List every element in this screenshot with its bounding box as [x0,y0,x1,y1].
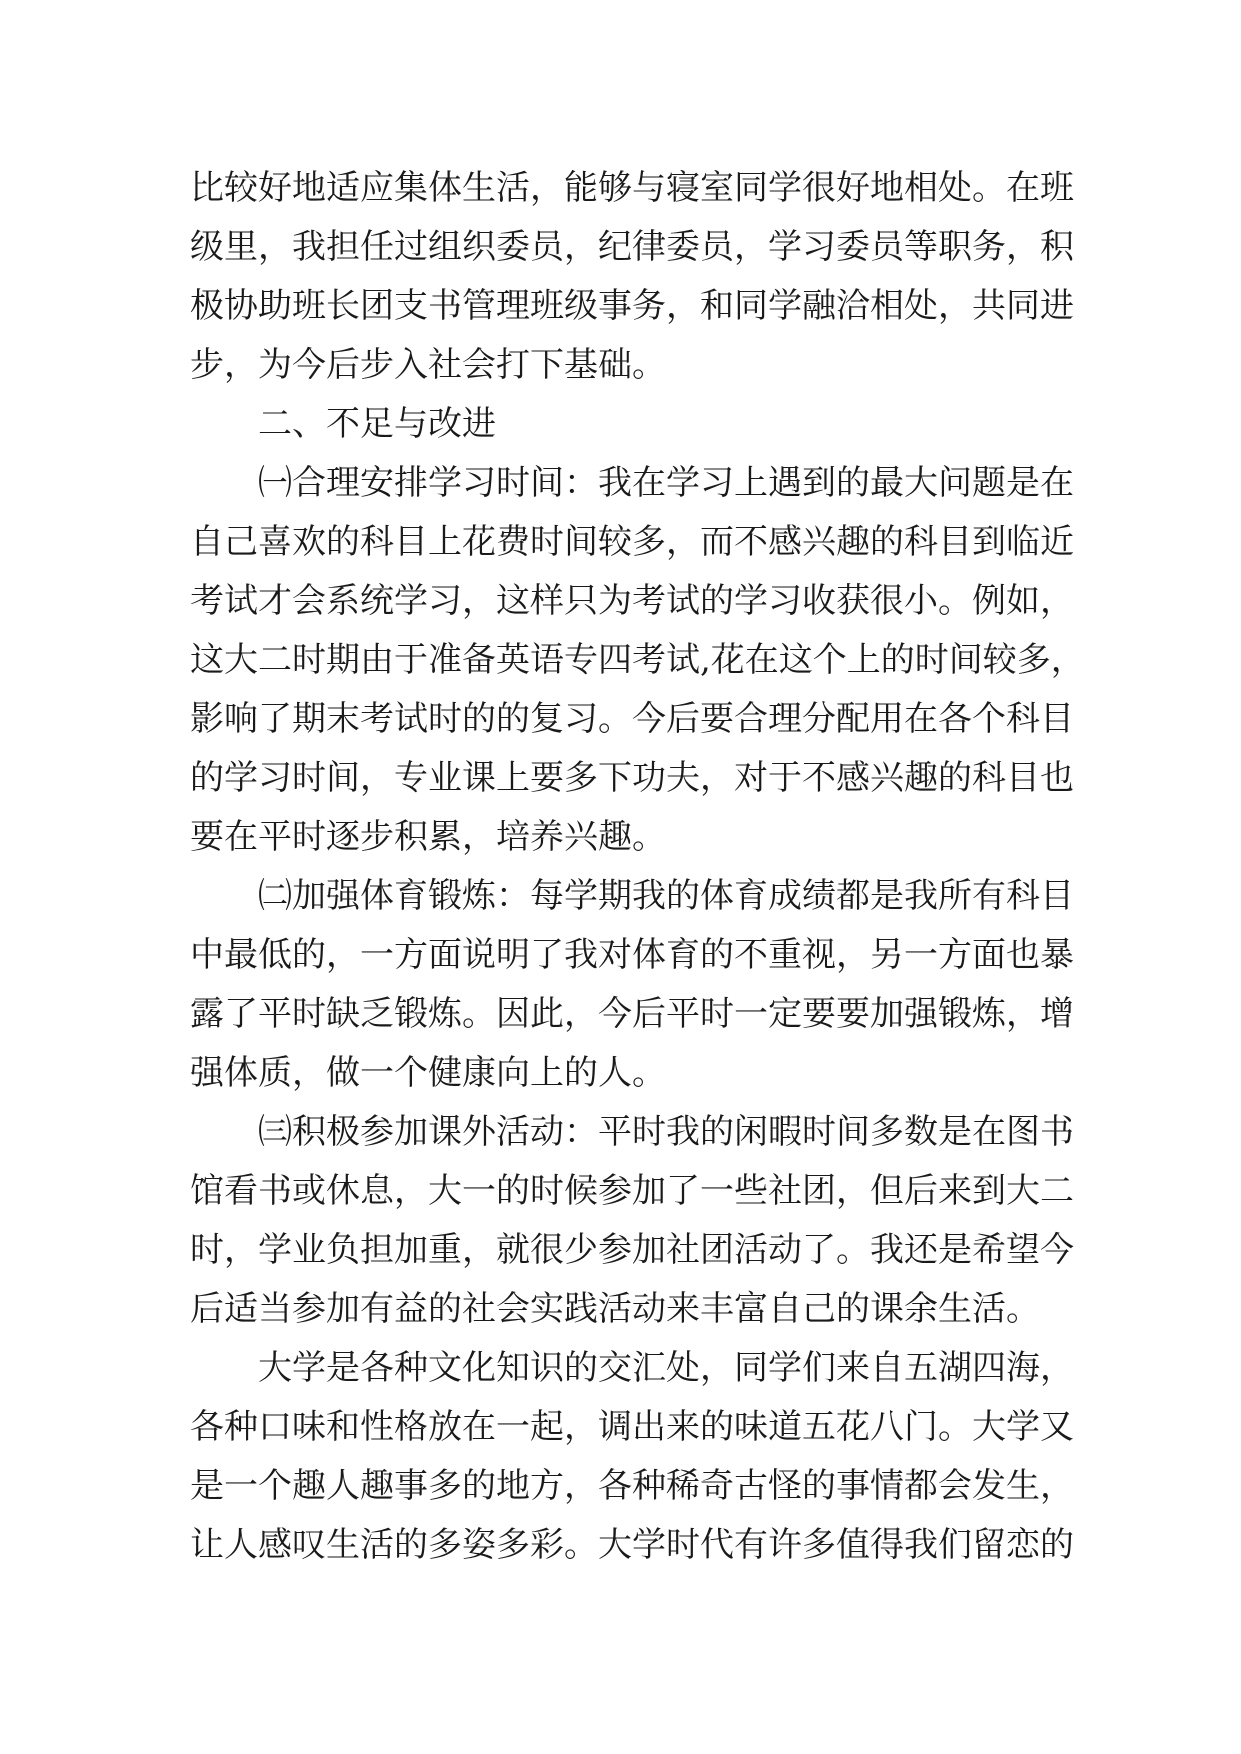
text-line: 强体质，做一个健康向上的人。 [190,1053,666,1093]
text-line: 要在平时逐步积累，培养兴趣。 [190,817,666,857]
text-line: 让人感叹生活的多姿多彩。大学时代有许多值得我们留恋的 [190,1525,1074,1565]
text-line: 自己喜欢的科目上花费时间较多，而不感兴趣的科目到临近 [190,522,1074,562]
text-line: 各种口味和性格放在一起，调出来的味道五花八门。大学又 [190,1407,1074,1447]
text-line: 大学是各种文化知识的交汇处，同学们来自五湖四海， [258,1348,1074,1388]
text-line: 露了平时缺乏锻炼。因此，今后平时一定要要加强锻炼，增 [190,994,1074,1034]
text-line: 馆看书或休息，大一的时候参加了一些社团，但后来到大二 [190,1171,1074,1211]
text-line: ㈠合理安排学习时间：我在学习上遇到的最大问题是在 [258,463,1074,503]
section-heading: 二、不足与改进 [258,404,496,444]
text-line: ㈢积极参加课外活动：平时我的闲暇时间多数是在图书 [258,1112,1074,1152]
text-line: 是一个趣人趣事多的地方，各种稀奇古怪的事情都会发生， [190,1466,1074,1506]
text-line: 影响了期末考试时的的复习。今后要合理分配用在各个科目 [190,699,1074,739]
text-line: 时，学业负担加重，就很少参加社团活动了。我还是希望今 [190,1230,1074,1270]
text-line: 极协助班长团支书管理班级事务，和同学融洽相处，共同进 [190,286,1074,326]
text-line: 比较好地适应集体生活，能够与寝室同学很好地相处。在班 [190,168,1074,208]
text-line: 步，为今后步入社会打下基础。 [190,345,666,385]
text-line: ㈡加强体育锻炼：每学期我的体育成绩都是我所有科目 [258,876,1074,916]
text-line: 考试才会系统学习，这样只为考试的学习收获很小。例如， [190,581,1074,621]
text-line: 后适当参加有益的社会实践活动来丰富自己的课余生活。 [190,1289,1040,1329]
text-line: 中最低的，一方面说明了我对体育的不重视，另一方面也暴 [190,935,1074,975]
text-line: 的学习时间，专业课上要多下功夫，对于不感兴趣的科目也 [190,758,1074,798]
text-line: 这大二时期由于准备英语专四考试,花在这个上的时间较多， [190,640,1085,680]
text-line: 级里，我担任过组织委员，纪律委员，学习委员等职务，积 [190,227,1074,267]
